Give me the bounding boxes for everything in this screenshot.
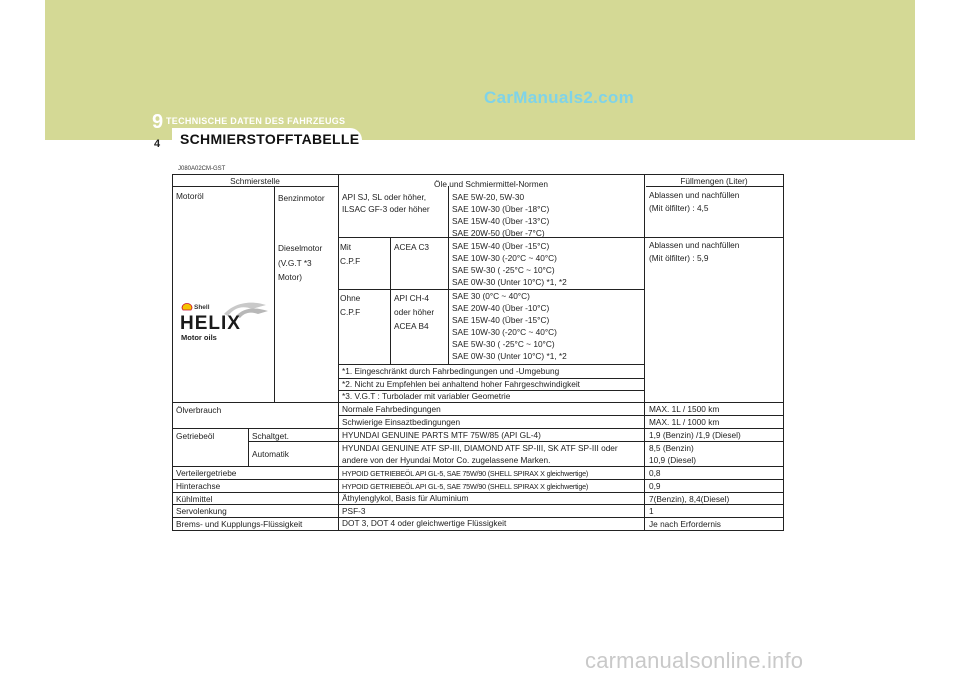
svg-text:Motor oils: Motor oils (181, 333, 217, 342)
api-ch4-1: API CH-4 (394, 293, 430, 303)
brems-capacity: Je nach Erfordernis (649, 519, 721, 529)
benzin-capacity-1: Ablassen und nachfüllen (649, 190, 740, 200)
mit-sae-1: SAE 15W-40 (Über -15°C) (452, 241, 550, 251)
svg-text:Shell: Shell (194, 304, 210, 311)
shell-helix-logo (180, 300, 272, 344)
benzin-capacity-2: (Mit ölfilter) : 4,5 (649, 203, 709, 213)
verteiler-label: Verteilergetriebe (176, 468, 237, 478)
servo-capacity: 1 (649, 506, 654, 516)
mit-cpf-1: Mit (340, 242, 352, 252)
api-ch4-2: oder höher (394, 307, 435, 317)
diesel-line-2: (V.G.T *3 (278, 258, 312, 268)
schaltget-label: Schaltget. (252, 431, 289, 441)
motoroel-label: Motoröl (176, 191, 204, 201)
api-ch4-3: ACEA B4 (394, 321, 429, 331)
shell-logo-icon (182, 304, 192, 311)
acea-c3: ACEA C3 (394, 242, 430, 252)
servo-norm: PSF-3 (342, 506, 366, 516)
ohne-cpf-2: C.P.F (340, 307, 361, 317)
auto-capacity-1: 8,5 (Benzin) (649, 443, 694, 453)
kuehl-capacity: 7(Benzin), 8,4(Diesel) (649, 494, 730, 504)
page-number: 4 (154, 138, 161, 150)
brems-label: Brems- und Kupplungs-Flüssigkeit (176, 519, 303, 529)
section-title: SCHMIERSTOFFTABELLE (180, 131, 360, 147)
auto-capacity-2: 10,9 (Diesel) (649, 455, 697, 465)
chapter-number: 9 (152, 111, 164, 133)
diesel-capacity-2: (Mit ölfilter) : 5,9 (649, 253, 709, 263)
mit-sae-4: SAE 0W-30 (Unter 10°C) *1, *2 (452, 277, 567, 287)
footnote-1: *1. Eingeschränkt durch Fahrbedingungen und -Umgebung (342, 366, 560, 376)
oelverbrauch-label: Ölverbrauch (176, 405, 222, 415)
header-capacity: Füllmengen (Liter) (680, 176, 748, 186)
schwierige-label: Schwierige Einsaztbedingungen (342, 417, 461, 427)
ohne-sae-3: SAE 15W-40 (Über -15°C) (452, 315, 550, 325)
ohne-sae-1: SAE 30 (0°C ~ 40°C) (452, 291, 530, 301)
auto-norm-2: andere von der Hyundai Motor Co. zugelassene Marken. (342, 455, 551, 465)
normale-label: Normale Fahrbedingungen (342, 404, 441, 414)
automatik-label: Automatik (252, 449, 289, 459)
benzin-sae-4: SAE 20W-50 (Über -7°C) (452, 228, 545, 238)
document-code: J080A02CM-GST (178, 166, 226, 172)
ohne-sae-2: SAE 20W-40 (Über -10°C) (452, 303, 550, 313)
watermark-bottom: carmanualsonline.info (585, 648, 804, 673)
brems-norm: DOT 3, DOT 4 oder gleichwertige Flüssigkeit (342, 518, 507, 528)
schwierige-capacity: MAX. 1L / 1000 km (649, 417, 720, 427)
benzin-sae-3: SAE 15W-40 (Über -13°C) (452, 216, 550, 226)
mit-cpf-2: C.P.F (340, 256, 361, 266)
kuehlmittel-label: Kühlmittel (176, 494, 213, 504)
diesel-line-3: Motor) (278, 272, 302, 282)
chapter-title: TECHNISCHE DATEN DES FAHRZEUGS (166, 116, 346, 126)
mit-sae-3: SAE 5W-30 ( -25°C ~ 10°C) (452, 265, 555, 275)
benzinmotor-label: Benzinmotor (278, 193, 325, 203)
header-lubricant: Schmierstelle (230, 176, 280, 186)
hinterachse-label: Hinterachse (176, 481, 221, 491)
benzin-api-2: ILSAC GF-3 oder höher (342, 204, 430, 214)
diesel-line-1: Dieselmotor (278, 243, 323, 253)
ohne-sae-6: SAE 0W-30 (Unter 10°C) *1, *2 (452, 351, 567, 361)
hinter-norm: HYPOID GETRIEBEÖL API GL-5, SAE 75W/90 (SHELL SPIRAX X gleichwertige) (342, 482, 589, 491)
verteiler-capacity: 0,8 (649, 468, 661, 478)
auto-norm-1: HYUNDAI GENUINE ATF SP-III, DIAMOND ATF SP-III, SK ATF SP-III oder (342, 443, 618, 453)
diesel-capacity-1: Ablassen und nachfüllen (649, 240, 740, 250)
mit-sae-2: SAE 10W-30 (-20°C ~ 40°C) (452, 253, 557, 263)
ohne-sae-5: SAE 5W-30 ( -25°C ~ 10°C) (452, 339, 555, 349)
verteiler-norm: HYPOID GETRIEBEÖL API GL-5, SAE 75W/90 (SHELL SPIRAX X gleichwertige) (342, 469, 589, 478)
benzin-api-1: API SJ, SL oder höher, (342, 192, 427, 202)
ohne-sae-4: SAE 10W-30 (-20°C ~ 40°C) (452, 327, 557, 337)
watermark-top[interactable]: CarManuals2.com (484, 88, 634, 107)
getriebeoel-label: Getriebeöl (176, 431, 215, 441)
schalt-norm: HYUNDAI GENUINE PARTS MTF 75W/85 (API GL-4) (342, 430, 541, 440)
footnote-2: *2. Nicht zu Empfehlen bei anhaltend hoher Fahrgeschwindigkeit (342, 379, 580, 389)
kuehl-norm: Äthylenglykol, Basis für Aluminium (342, 493, 469, 503)
schalt-capacity: 1,9 (Benzin) /1,9 (Diesel) (649, 430, 741, 440)
hinter-capacity: 0,9 (649, 481, 661, 491)
ohne-cpf-1: Ohne (340, 293, 361, 303)
normale-capacity: MAX. 1L / 1500 km (649, 404, 720, 414)
benzin-sae-2: SAE 10W-30 (Über -18°C) (452, 204, 550, 214)
svg-text:HELIX: HELIX (180, 313, 241, 334)
servo-label: Servolenkung (176, 506, 227, 516)
header-norms: Öle und Schmiermittel-Normen (434, 179, 548, 189)
lubricant-table (172, 174, 784, 530)
footnote-3: *3. V.G.T : Turbolader mit variabler Geometrie (342, 391, 511, 401)
benzin-sae-1: SAE 5W-20, 5W-30 (452, 192, 525, 202)
